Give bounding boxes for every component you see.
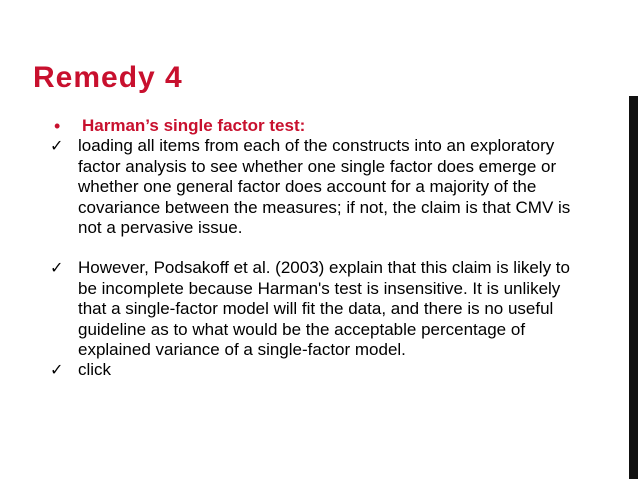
slide-body (50, 116, 590, 381)
spacer (50, 238, 590, 258)
point-text: click (78, 360, 112, 380)
point-text: loading all items from each of the constructs into an exploratory factor analysis to see whether one single factor does emerge or whether one general factor does account for a majority of the covariance between the measures; if not, the claim is that CMV is not a pervasive issue. (78, 136, 571, 238)
bullet-icon: • (54, 116, 61, 136)
point-text: However, Podsakoff et al. (2003) explain that this claim is likely to be incomplete because Harman's test is insensitive. It is unlikely that a single-factor model will fit the data, and there is no useful guideline as to what would be the acceptable percentage of explained variance of a single-factor model. (78, 258, 570, 360)
sidebar-accent-bar (629, 96, 638, 479)
subheading-text: Harman’s single factor test: (82, 116, 306, 135)
slide-title: Remedy 4 (33, 61, 183, 94)
list-item (50, 360, 590, 380)
checkmark-icon: ✓ (50, 360, 64, 380)
list-item (50, 258, 590, 360)
subheading-item (50, 116, 590, 136)
checkmark-icon: ✓ (50, 258, 64, 278)
list-item (50, 136, 590, 238)
sidebar-accent-top (629, 0, 638, 96)
checkmark-icon: ✓ (50, 136, 64, 156)
